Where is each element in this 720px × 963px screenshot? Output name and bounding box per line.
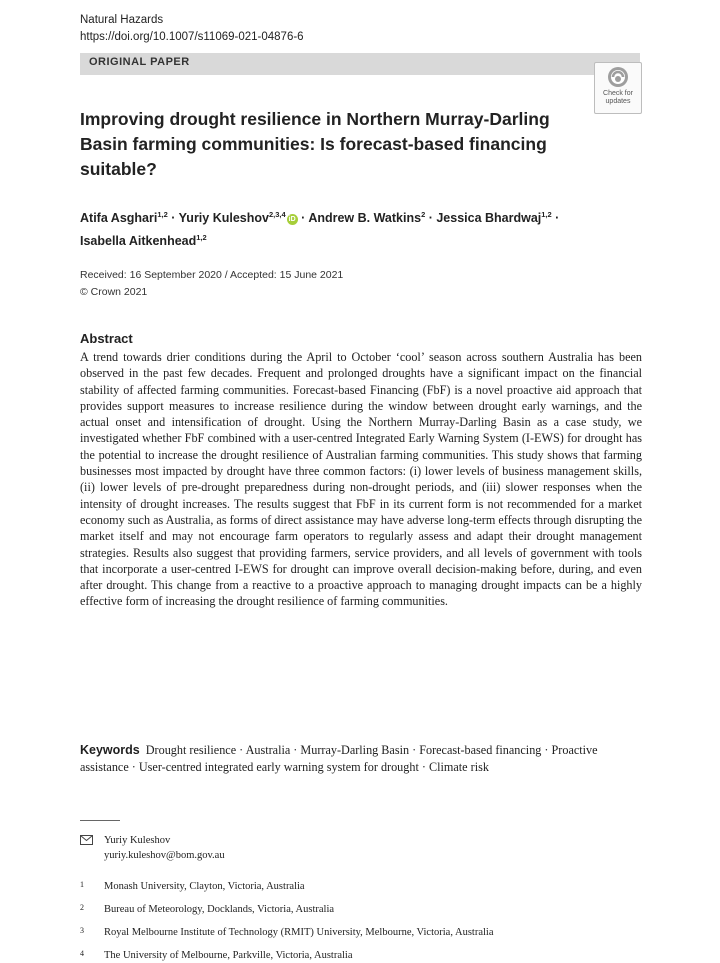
check-for-updates-icon (595, 63, 641, 91)
keywords-section (80, 742, 640, 776)
author-affiliation-marker: 1,2 (541, 210, 552, 219)
received-accepted-dates: Received: 16 September 2020 / Accepted: 15 June 2021 (80, 269, 344, 281)
author-name[interactable]: Isabella Aitkenhead (80, 234, 197, 249)
envelope-icon (80, 835, 93, 845)
abstract-text: A trend towards drier conditions during the April to October ‘cool’ season across southern Australia has been observed in the past few decades. Frequent and prolonged droughts have a significant impact on the financial stability of affected farming communities. Forecast-based Financing (FbF) is a novel proactive aid approach that provides support measures to increase resilience during the window between drought early warnings, and the actual onset and intensification of drought. Using the Northern Murray-Darling Basin as a case study, we investigated whether FbF combined with a user-centred Integrated Early Warning System (I-EWS) for drought has the potential to increase the drought resilience of Australian farming communities. This study shows that farming businesses most impacted by drought have three common factors: (i) lower levels of business management skills, (ii) lower levels of pre-drought preparedness during non-drought periods, and (iii) slower responses when the intensity of drought increases. The results suggest that FbF in its current form is not recommended for a market economy such as Australia, as forms of direct assistance may have adverse long-term effects through disrupting the market itself and may not encourage farm operators to regularly assess and adapt their drought management strategies. Results also suggest that providing farmers, service providers, and all levels of government with tools that incorporate a user-centred I-EWS for drought can improve overall decision-making before, during, and even after drought. This change from a reactive to a proactive approach to managing drought impacts can be a highly effective form of increasing the drought resilience of farming communities. (80, 350, 642, 609)
author-separator: · (297, 211, 309, 226)
affiliation-number: 2 (80, 903, 84, 912)
affiliation-text: Monash University, Clayton, Victoria, Australia (104, 881, 305, 892)
corresponding-author-email[interactable]: yuriy.kuleshov@bom.gov.au (104, 850, 225, 861)
author-separator: · (551, 211, 560, 226)
article-type-label: ORIGINAL PAPER (89, 56, 190, 68)
author-name[interactable]: Atifa Asghari (80, 211, 158, 226)
author-affiliation-marker: 2,3,4 (268, 210, 286, 219)
keywords-text: Drought resilience · Australia · Murray-Darling Basin · Forecast-based financing · Proactive assistance · User-centred integrated early warning system for drought · Climate risk (80, 743, 598, 774)
affiliation-number: 3 (80, 926, 84, 935)
abstract-heading: Abstract (80, 331, 133, 346)
paper-title (80, 107, 600, 182)
article-type-banner (80, 53, 640, 75)
copyright-notice: © Crown 2021 (80, 286, 148, 298)
affiliation-text: The University of Melbourne, Parkville, Victoria, Australia (104, 950, 353, 961)
check-for-updates-badge[interactable] (594, 62, 642, 114)
title-line: Improving drought resilience in Northern Murray-Darling (80, 109, 550, 129)
author-list (80, 205, 640, 251)
corresponding-author-name: Yuriy Kuleshov (104, 835, 171, 846)
author-line (80, 205, 640, 228)
keywords-label: Keywords (80, 743, 140, 757)
journal-name: Natural Hazards (80, 14, 164, 26)
title-line: suitable? (80, 159, 157, 179)
author-name[interactable]: Jessica Bhardwaj (436, 211, 542, 226)
affiliation-number: 1 (80, 880, 84, 889)
check-for-updates-text: Check for updates (603, 90, 633, 105)
author-name[interactable]: Andrew B. Watkins (308, 211, 422, 226)
orcid-icon[interactable]: iD (288, 216, 296, 224)
author-affiliation-marker: 1,2 (196, 233, 207, 243)
footnote-divider (80, 820, 120, 821)
doi-link[interactable]: https://doi.org/10.1007/s11069-021-04876-6 (80, 31, 304, 43)
author-affiliation-marker: 1,2 (157, 210, 168, 219)
affiliation-text: Bureau of Meteorology, Docklands, Victoria, Australia (104, 904, 335, 915)
author-name[interactable]: Yuriy Kuleshov (178, 211, 269, 226)
journal-header (80, 12, 304, 46)
author-separator: · (167, 211, 179, 226)
affiliation-text: Royal Melbourne Institute of Technology (RMIT) University, Melbourne, Victoria, Australia (104, 927, 494, 938)
publication-dates (80, 267, 343, 301)
author-line (80, 228, 640, 251)
affiliation-number: 4 (80, 949, 84, 958)
author-separator: · (425, 211, 437, 226)
title-line: Basin farming communities: Is forecast-based financing (80, 134, 547, 154)
author-affiliation-marker: 2 (421, 210, 426, 219)
